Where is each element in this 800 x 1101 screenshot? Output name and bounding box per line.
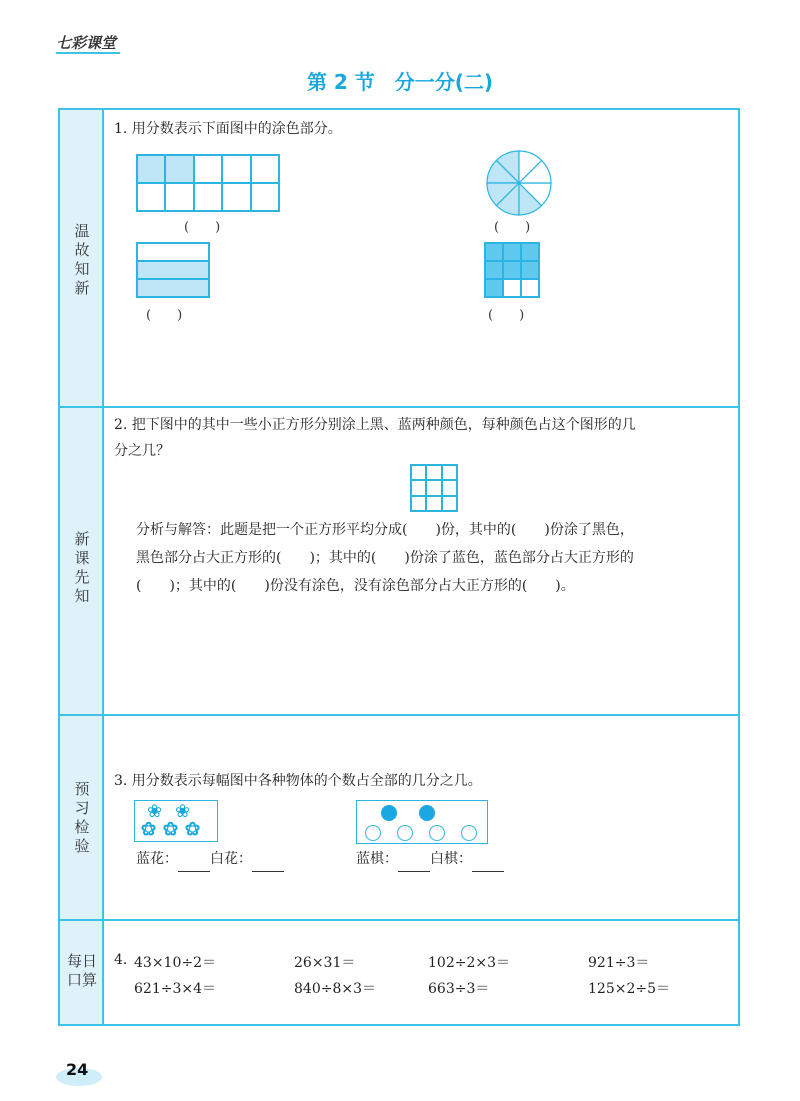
calc-item: 840÷8×3＝: [294, 981, 376, 997]
q1-answer-paren: ( ): [494, 220, 531, 235]
white-chess-piece-icon: [397, 825, 413, 841]
white-chess-piece-icon: [365, 825, 381, 841]
q3-flower-box: [134, 800, 218, 842]
calc-item: 26×31＝: [294, 955, 356, 971]
q1-figure-square-grid: [484, 242, 540, 298]
page-title: 第 2 节 分一分(二): [306, 70, 494, 94]
q1-figure-rect-grid: [136, 154, 280, 212]
q1-figure-circle: [484, 148, 554, 218]
answer-blank[interactable]: [178, 857, 210, 872]
page-number: 24: [66, 1060, 89, 1079]
q2-analysis: 分析与解答：此题是把一个正方形平均分成( )份，其中的( )份涂了黑色， 黑色部分占大正方形的( )；其中的( )份涂了蓝色，蓝色部分占大正方形的 ( )；其中的( )份没有涂色，没有涂色部分占大正方形的( )。: [136, 522, 634, 594]
white-chess-piece-icon: [429, 825, 445, 841]
section-divider: [60, 714, 738, 716]
section-divider: [60, 406, 738, 408]
white-chess-piece-icon: [461, 825, 477, 841]
calc-item: 125×2÷5＝: [588, 981, 670, 997]
q3-right-answer: 蓝棋： 白棋：: [356, 846, 504, 872]
section-divider: [60, 919, 738, 921]
white-flower-icon: ❀: [185, 819, 201, 840]
white-flower-icon: ❀: [141, 819, 157, 840]
q1-answer-paren: ( ): [146, 308, 183, 323]
q2-figure-grid: [410, 464, 458, 512]
question-3-text: 3. 用分数表示每幅图中各种物体的个数占全部的几分之几。: [114, 773, 482, 789]
brand-logo: 七彩课堂: [56, 34, 117, 52]
section-label-check: 预习检验: [74, 780, 90, 855]
q1-answer-paren: ( ): [488, 308, 525, 323]
calc-item: 621÷3×4＝: [134, 981, 216, 997]
calc-item: 921÷3＝: [588, 955, 650, 971]
answer-blank[interactable]: [472, 857, 504, 872]
q1-answer-paren: ( ): [184, 220, 221, 235]
blue-chess-piece-icon: [419, 805, 435, 821]
calc-item: 102÷2×3＝: [428, 955, 510, 971]
brand-underline: [56, 52, 120, 54]
section-label-preview: 新课先知: [74, 530, 90, 605]
blue-flower-icon: ❀: [175, 801, 191, 822]
white-flower-icon: ❀: [163, 819, 179, 840]
question-1-text: 1. 用分数表示下面图中的涂色部分。: [114, 121, 342, 137]
question-4-prefix: 4.: [114, 952, 128, 968]
section-label-mental-math: 每日口算: [66, 952, 97, 989]
blue-flower-icon: ❀: [147, 801, 163, 822]
answer-blank[interactable]: [398, 857, 430, 872]
q1-figure-stripes: [136, 242, 210, 298]
worksheet-frame: [58, 108, 740, 1026]
question-2-text: 2. 把下图中的其中一些小正方形分别涂上黑、蓝两种颜色，每种颜色占这个图形的几 分之几？: [114, 417, 636, 459]
q3-left-answer: 蓝花： 白花：: [136, 846, 284, 872]
blue-chess-piece-icon: [381, 805, 397, 821]
section-label-review: 温故知新: [74, 222, 90, 297]
answer-blank[interactable]: [252, 857, 284, 872]
calc-item: 43×10÷2＝: [134, 955, 216, 971]
calc-item: 663÷3＝: [428, 981, 490, 997]
q3-chess-box: [356, 800, 488, 844]
